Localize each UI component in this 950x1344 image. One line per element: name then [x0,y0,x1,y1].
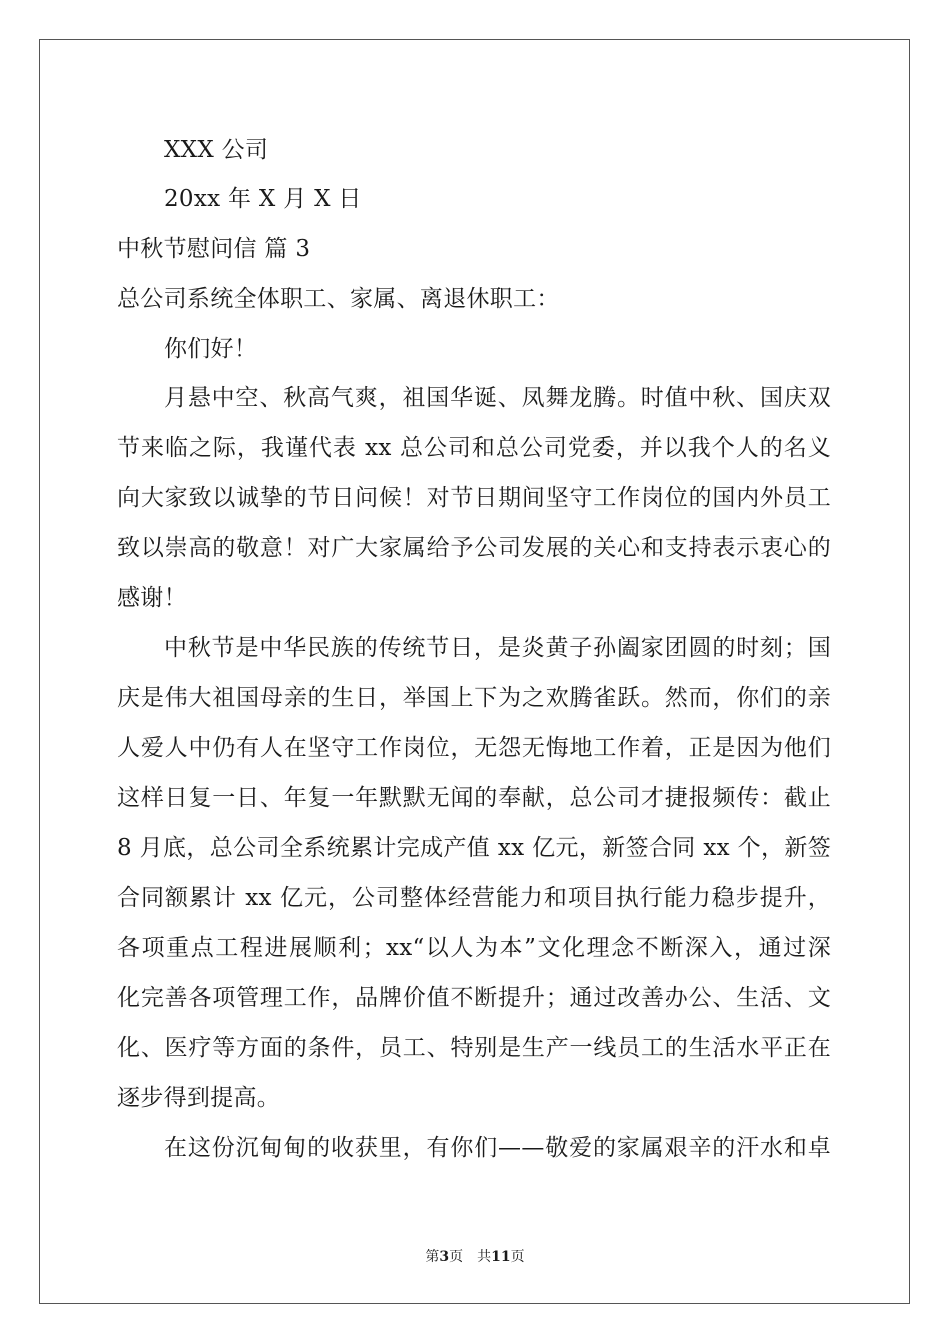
greeting: 你们好！ [164,336,258,362]
paragraph-line: 8 月底，总公司全系统累计完成产值 xx 亿元，新签合同 xx 个，新签 [117,835,831,861]
current-page-number: 3 [439,1249,450,1265]
total-page-number: 11 [491,1249,511,1265]
total-suffix: 页 [510,1249,525,1265]
paragraph-line: 在这份沉甸甸的收获里，有你们——敬爱的家属艰辛的汗水和卓 [164,1135,831,1161]
total-prefix: 共 [477,1249,492,1265]
paragraph-line: 节来临之际，我谨代表 xx 总公司和总公司党委，并以我个人的名义 [117,435,831,461]
paragraph-line: 逐步得到提高。 [117,1085,281,1111]
paragraph-line: 向大家致以诚挚的节日问候！对节日期间坚守工作岗位的国内外员工 [117,485,831,511]
page-border [39,39,910,1304]
page-footer [0,1248,950,1266]
paragraph-line: 庆是伟大祖国母亲的生日，举国上下为之欢腾雀跃。然而，你们的亲 [117,685,831,711]
letter-date: 20xx 年 X 月 X 日 [164,186,362,212]
paragraph-line: 致以崇高的敬意！对广大家属给予公司发展的关心和支持表示衷心的 [117,535,831,561]
paragraph-line: 化完善各项管理工作，品牌价值不断提升；通过改善办公、生活、文 [117,985,831,1011]
paragraph-line: 这样日复一日、年复一年默默无闻的奉献，总公司才捷报频传：截止 [117,785,831,811]
paragraph-line: 人爱人中仍有人在坚守工作岗位，无怨无悔地工作着，正是因为他们 [117,735,831,761]
paragraph-line: 合同额累计 xx 亿元，公司整体经营能力和项目执行能力稳步提升， [117,885,831,911]
section-title: 中秋节慰问信 篇 3 [117,236,311,262]
paragraph-line: 月悬中空、秋高气爽，祖国华诞、凤舞龙腾。时值中秋、国庆双 [164,385,831,411]
paragraph-line: 感谢！ [117,585,187,611]
page-suffix: 页 [449,1249,464,1265]
paragraph-line: 各项重点工程进展顺利；xx“以人为本”文化理念不断深入，通过深 [117,935,831,961]
company-name: XXX 公司 [164,137,269,163]
page-prefix: 第 [425,1249,440,1265]
paragraph-line: 化、医疗等方面的条件，员工、特别是生产一线员工的生活水平正在 [117,1035,831,1061]
paragraph-line: 中秋节是中华民族的传统节日，是炎黄子孙阖家团圆的时刻；国 [164,635,831,661]
recipient-line: 总公司系统全体职工、家属、离退休职工： [117,286,560,312]
